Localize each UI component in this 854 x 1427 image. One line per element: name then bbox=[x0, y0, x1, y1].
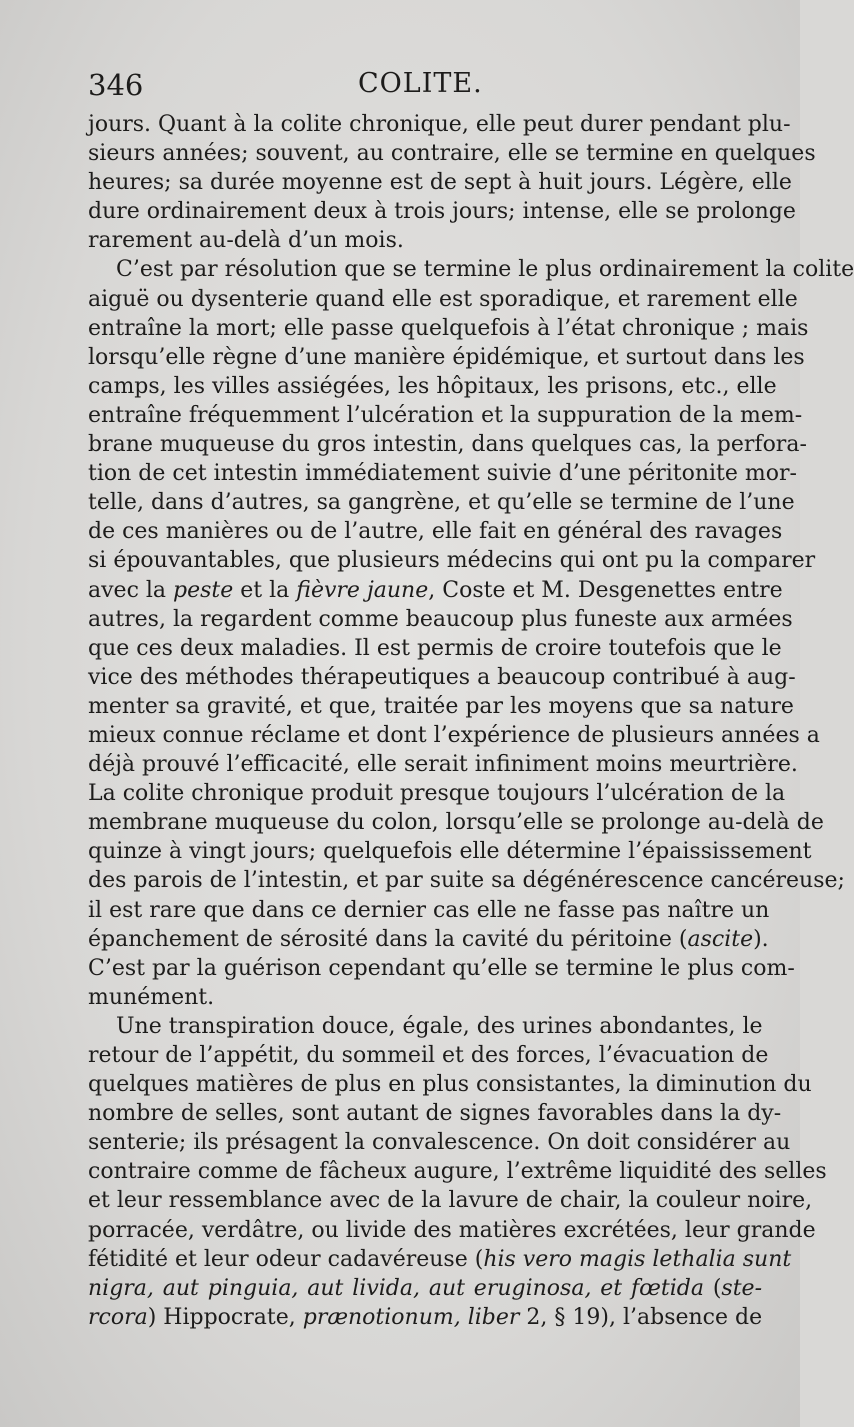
text-segment: tion de cet intestin immédiatement suivie d’une péritonite mor- bbox=[88, 461, 797, 487]
text-segment: épanchement de sérosité dans la cavité du péritoine ( bbox=[88, 926, 688, 952]
text-line bbox=[88, 1186, 813, 1215]
text-line bbox=[88, 750, 798, 779]
text-segment: ) Hippocrate, bbox=[147, 1304, 303, 1330]
text-line bbox=[88, 954, 795, 983]
text-segment: La colite chronique produit presque toujours l’ulcération de la bbox=[88, 781, 786, 807]
page-header bbox=[88, 68, 738, 108]
text-segment: membrane muqueuse du colon, lorsqu’elle se prolonge au-delà de bbox=[88, 810, 824, 836]
text-line bbox=[88, 226, 762, 255]
text-line bbox=[88, 605, 793, 634]
text-segment: camps, les villes assiégées, les hôpitaux, les prisons, etc., elle bbox=[88, 373, 777, 399]
text-line bbox=[88, 255, 854, 284]
text-line bbox=[88, 576, 783, 605]
text-segment: 2, § 19), l’absence de bbox=[519, 1304, 763, 1330]
text-segment: autres, la regardent comme beaucoup plus funeste aux armées bbox=[88, 606, 793, 632]
text-line bbox=[88, 430, 807, 459]
text-segment: mieux connue réclame et dont l’expérience de plusieurs années a bbox=[88, 722, 820, 748]
text-segment: nombre de selles, sont autant de signes favorables dans la dy- bbox=[88, 1101, 782, 1127]
running-title: COLITE. bbox=[358, 68, 483, 99]
text-segment: rarement au-delà d’un mois. bbox=[88, 228, 404, 254]
text-segment: lorsqu’elle règne d’une manière épidémique, et surtout dans les bbox=[88, 344, 805, 370]
text-line bbox=[88, 488, 795, 517]
text-line bbox=[88, 663, 796, 692]
text-line bbox=[88, 1216, 816, 1245]
text-segment: avec la bbox=[88, 577, 174, 603]
text-segment: ( bbox=[703, 1275, 722, 1301]
text-segment: si épouvantables, que plusieurs médecins qui ont pu la comparer bbox=[88, 548, 816, 574]
italic-text: rcora bbox=[88, 1304, 148, 1330]
text-segment: Une transpiration douce, égale, des urines abondantes, le bbox=[116, 1013, 763, 1039]
text-line bbox=[88, 459, 797, 488]
text-segment: munément. bbox=[88, 984, 215, 1010]
text-segment: jours. Quant à la colite chronique, elle peut durer pendant plu- bbox=[88, 112, 791, 137]
italic-text: fièvre jaune bbox=[296, 577, 429, 603]
text-line bbox=[88, 808, 824, 837]
text-segment: il est rare que dans ce dernier cas elle ne fasse pas naître un bbox=[88, 897, 770, 923]
text-segment: quelques matières de plus en plus consistantes, la diminution du bbox=[88, 1072, 812, 1098]
text-segment: quinze à vingt jours; quelquefois elle détermine l’épaississement bbox=[88, 839, 812, 865]
text-segment: dure ordinairement deux à trois jours; intense, elle se prolonge bbox=[88, 199, 796, 225]
text-line bbox=[88, 314, 809, 343]
italic-text: his vero magis lethalia sunt bbox=[483, 1246, 792, 1272]
text-line bbox=[88, 1070, 812, 1099]
text-segment: vice des méthodes thérapeutiques a beaucoup contribué à aug- bbox=[88, 664, 796, 690]
text-line bbox=[88, 546, 816, 575]
text-line bbox=[88, 925, 769, 954]
italic-text: nigra, aut pinguia, aut livida, aut eruginosa, et fœtida bbox=[88, 1275, 704, 1301]
text-segment: fétidité et leur odeur cadavéreuse ( bbox=[88, 1246, 484, 1272]
text-line bbox=[88, 372, 777, 401]
text-segment: aiguë ou dysenterie quand elle est sporadique, et rarement elle bbox=[88, 286, 798, 312]
text-segment: que ces deux maladies. Il est permis de croire toutefois que le bbox=[88, 635, 782, 661]
text-segment: déjà prouvé l’efficacité, elle serait infiniment moins meurtrière. bbox=[88, 752, 798, 778]
text-line bbox=[88, 1303, 762, 1332]
text-segment: retour de l’appétit, du sommeil et des forces, l’évacuation de bbox=[88, 1043, 769, 1068]
text-line bbox=[88, 866, 845, 895]
text-line bbox=[88, 1012, 762, 1041]
text-line bbox=[88, 401, 803, 430]
text-segment: heures; sa durée moyenne est de sept à huit jours. Légère, elle bbox=[88, 170, 792, 196]
text-segment: sieurs années; souvent, au contraire, elle se termine en quelques bbox=[88, 141, 816, 167]
text-segment: contraire comme de fâcheux augure, l’extrême liquidité des selles bbox=[88, 1159, 827, 1185]
text-line bbox=[88, 1274, 762, 1303]
text-segment: entraîne fréquemment l’ulcération et la suppuration de la mem- bbox=[88, 402, 803, 428]
text-line bbox=[88, 110, 791, 139]
italic-text: ascite bbox=[687, 926, 754, 952]
text-segment: , Coste et M. Desgenettes entre bbox=[428, 577, 783, 603]
text-line bbox=[88, 517, 783, 546]
text-segment: et leur ressemblance avec de la lavure de chair, la couleur noire, bbox=[88, 1188, 813, 1214]
text-segment: menter sa gravité, et que, traitée par les moyens que sa nature bbox=[88, 693, 794, 719]
italic-text: peste bbox=[173, 577, 234, 603]
text-line bbox=[88, 1128, 791, 1157]
text-line bbox=[88, 1099, 782, 1128]
italic-text: prænotionum, liber bbox=[302, 1304, 520, 1330]
text-segment: brane muqueuse du gros intestin, dans quelques cas, la perfora- bbox=[88, 432, 807, 458]
text-segment: des parois de l’intestin, et par suite sa dégénérescence cancéreuse; bbox=[88, 868, 845, 894]
text-segment: et la bbox=[233, 577, 297, 603]
body-text bbox=[88, 110, 854, 1332]
text-line bbox=[88, 896, 770, 925]
text-line bbox=[88, 692, 794, 721]
text-segment: C’est par la guérison cependant qu’elle se termine le plus com- bbox=[88, 955, 795, 981]
italic-text: ste- bbox=[721, 1275, 763, 1301]
text-segment: de ces manières ou de l’autre, elle fait en général des ravages bbox=[88, 519, 783, 545]
text-line bbox=[88, 197, 796, 226]
text-segment: ). bbox=[753, 926, 769, 952]
text-segment: senterie; ils présagent la convalescence. On doit considérer au bbox=[88, 1130, 791, 1156]
text-line bbox=[88, 343, 805, 372]
text-line bbox=[88, 168, 792, 197]
text-line bbox=[88, 1157, 827, 1186]
text-line bbox=[88, 837, 812, 866]
text-segment: porracée, verdâtre, ou livide des matières excrétées, leur grande bbox=[88, 1217, 816, 1243]
text-line bbox=[88, 721, 820, 750]
text-line bbox=[88, 634, 782, 663]
text-line bbox=[88, 285, 798, 314]
text-line bbox=[88, 1245, 792, 1274]
text-segment: C’est par résolution que se termine le plus ordinairement la colite bbox=[116, 257, 854, 283]
text-line bbox=[88, 1041, 769, 1070]
text-line bbox=[88, 983, 762, 1012]
text-line bbox=[88, 139, 816, 168]
text-segment: entraîne la mort; elle passe quelquefois à l’état chronique ; mais bbox=[88, 315, 809, 341]
text-segment: telle, dans d’autres, sa gangrène, et qu’elle se termine de l’une bbox=[88, 490, 795, 516]
text-line bbox=[88, 779, 786, 808]
page-number: 346 bbox=[88, 68, 144, 102]
